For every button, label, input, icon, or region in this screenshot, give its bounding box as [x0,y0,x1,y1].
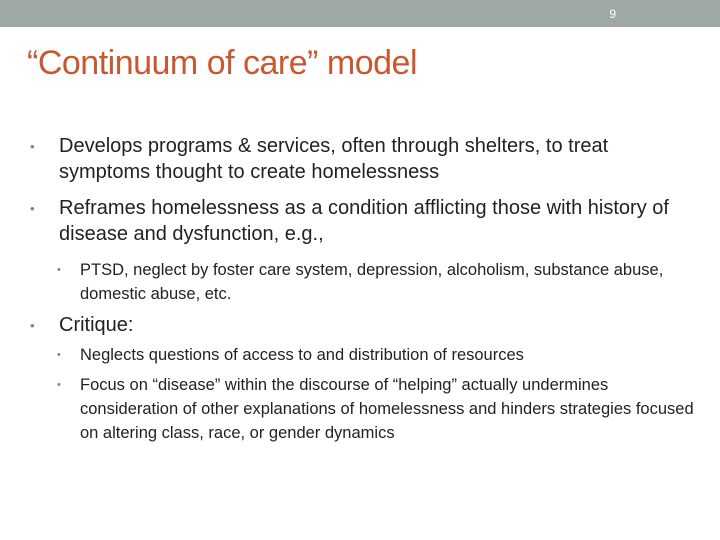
bullet-text: Critique: [59,314,134,336]
bullet-item [30,133,700,185]
bullet-text: Reframes homelessness as a condition afflicting those with history of disease and dysfunction, e.g., [59,197,669,245]
slide-header-bar [0,0,720,27]
bullet-item [30,195,700,247]
bullet-icon: • [57,349,61,361]
sub-bullet-item [57,343,697,367]
bullet-text: Develops programs & services, often through shelters, to treat symptoms thought to create homelessness [59,135,609,183]
bullet-icon: • [57,379,61,391]
bullet-icon: • [30,139,35,154]
sub-bullet-text: PTSD, neglect by foster care system, depression, alcoholism, substance abuse, domestic abuse, etc. [80,261,664,303]
slide-number: 9 [609,7,616,21]
bullet-item [30,312,700,338]
bullet-icon: • [57,264,61,276]
sub-bullet-item [57,373,697,445]
sub-bullet-item [57,258,697,306]
slide-title: “Continuum of care” model [27,44,418,82]
bullet-icon: • [30,318,35,333]
bullet-icon: • [30,201,35,216]
sub-bullet-text: Neglects questions of access to and distribution of resources [80,346,524,364]
sub-bullet-text: Focus on “disease” within the discourse of “helping” actually undermines consideration of other explanations of homelessness and hinders strategies focused on altering class, race, or gender dynamics [80,376,694,442]
